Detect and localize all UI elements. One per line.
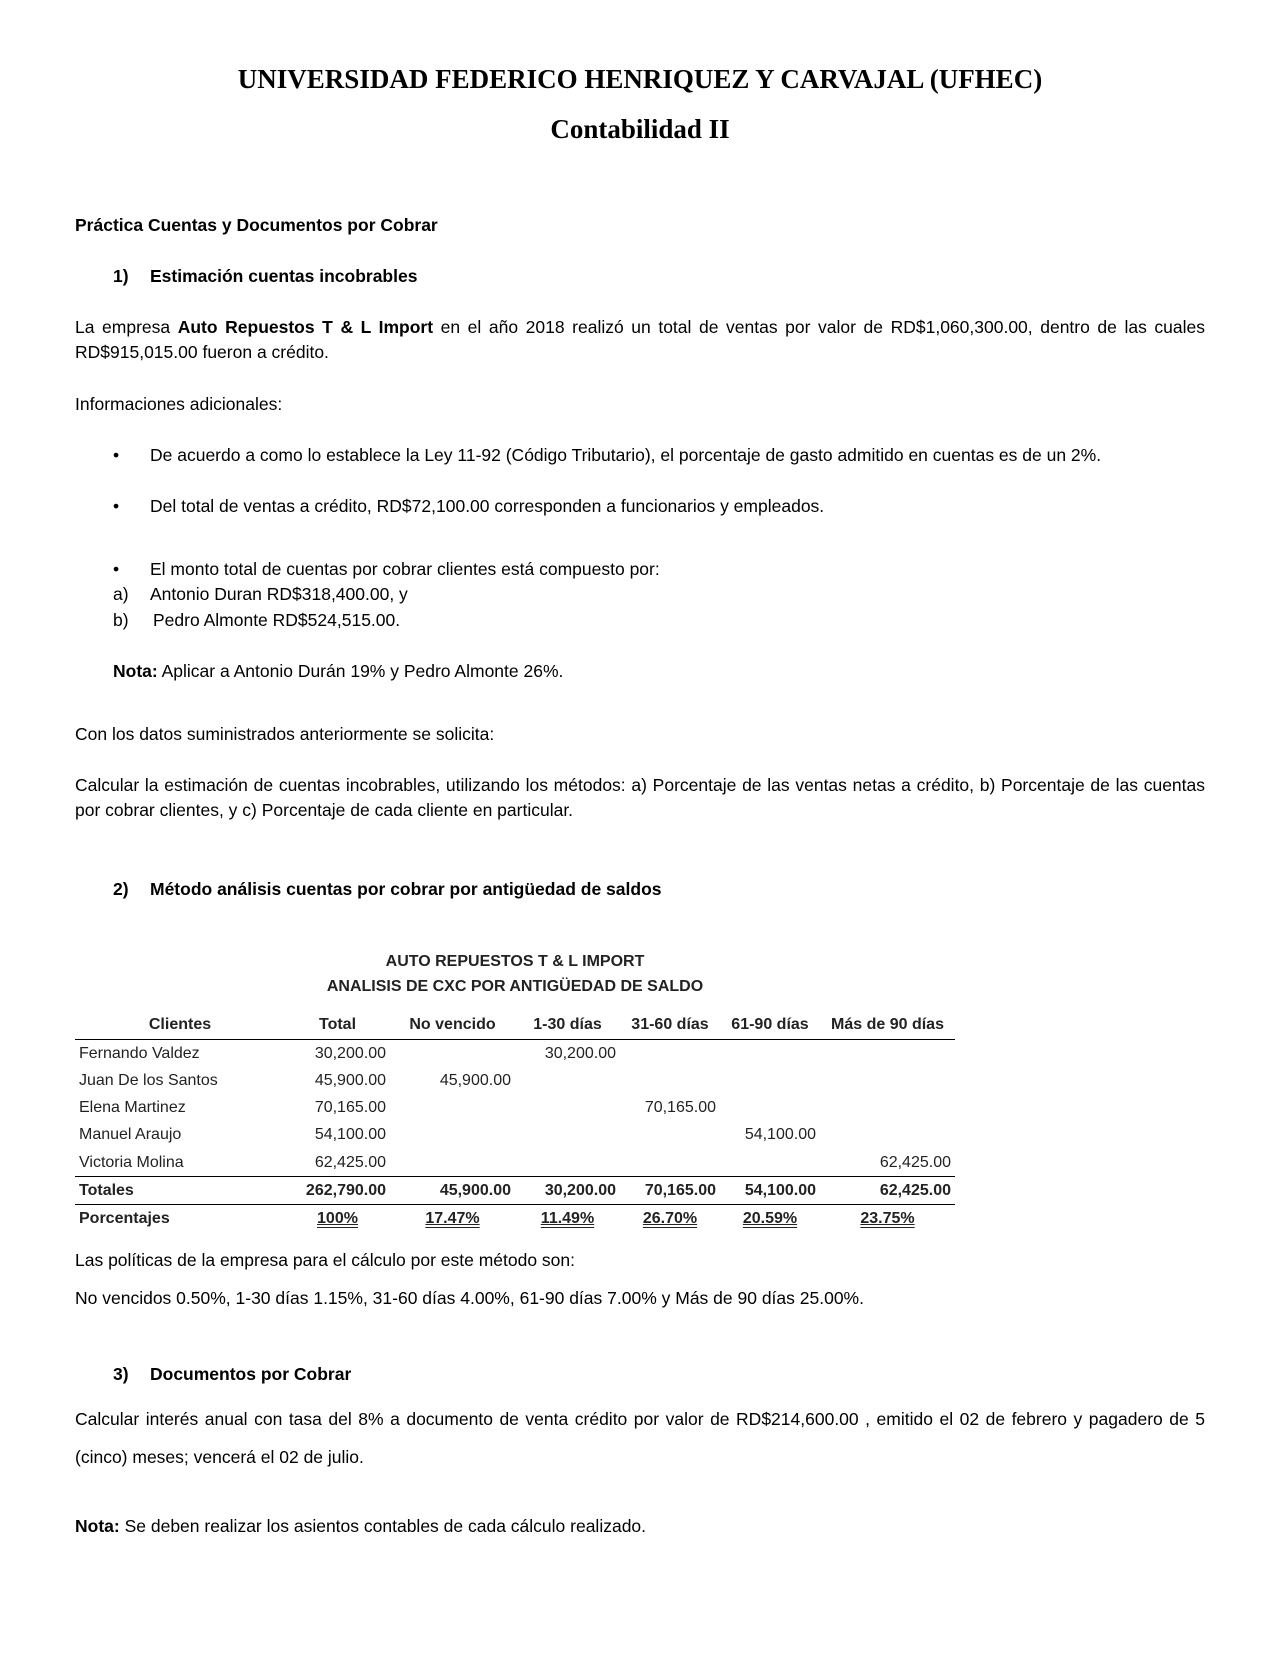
section1-note: Nota: Aplicar a Antonio Durán 19% y Pedro Almonte 26%. — [113, 661, 564, 681]
bullet-item: De acuerdo a como lo establece la Ley 11-92 (Código Tributario), el porcentaje de gasto admitido en cuentas es de un 2%. — [150, 445, 1102, 465]
practice-title: Práctica Cuentas y Documentos por Cobrar — [75, 215, 438, 235]
section1-paragraph: La empresa Auto Repuestos T & L Import en el año 2018 realizó un total de ventas por valor de RD$1,060,300.00, dentro de las cuales RD$915,015.00 fueron a crédito. — [75, 317, 1205, 363]
table-row: Victoria Molina 62,425.00 62,425.00 — [79, 1153, 951, 1171]
column-header: 31-60 días — [620, 1010, 720, 1040]
bullet-item: El monto total de cuentas por cobrar clientes está compuesto por: — [150, 559, 660, 579]
aging-table-block — [75, 950, 955, 1232]
table-row: Fernando Valdez 30,200.00 30,200.00 — [79, 1044, 616, 1062]
totals-row: Totales 262,790.00 45,900.00 30,200.00 70,165.00 54,100.00 62,425.00 — [75, 1176, 955, 1204]
final-note: Nota: Se deben realizar los asientos contables de cada cálculo realizado. — [75, 1516, 647, 1536]
column-header: Total — [285, 1010, 390, 1040]
policies-intro: Las políticas de la empresa para el cálculo por este método son: — [75, 1250, 576, 1270]
section2-heading: Método análisis cuentas por cobrar por antigüedad de saldos — [150, 879, 662, 899]
table-row: Juan De los Santos 45,900.00 45,900.00 — [79, 1071, 511, 1089]
course-title: Contabilidad II — [550, 114, 730, 144]
column-header: Clientes — [75, 1010, 285, 1040]
table-row: Elena Martinez 70,165.00 70,165.00 — [79, 1099, 716, 1117]
policies-text: No vencidos 0.50%, 1-30 días 1.15%, 31-60 días 4.00%, 61-90 días 7.00% y Más de 90 días 25.00%. — [75, 1288, 864, 1308]
sub-item-marker: a) — [113, 584, 129, 604]
table-title: AUTO REPUESTOS T & L IMPORT — [385, 953, 645, 970]
column-header: 1-30 días — [515, 1010, 620, 1040]
sub-item: Antonio Duran RD$318,400.00, y — [150, 584, 408, 604]
task-text: Calcular la estimación de cuentas incobrables, utilizando los métodos: a) Porcentaje de las ventas netas a crédito, b) Porcentaje de las cuentas por cobrar clientes, y c) Porcentaje de cada cliente en particular. — [75, 775, 1205, 821]
bullet-icon: • — [113, 559, 120, 579]
company-name: Auto Repuestos T & L Import — [177, 317, 434, 337]
table-row: Manuel Araujo 54,100.00 54,100.00 — [79, 1126, 816, 1144]
aging-table — [75, 1010, 955, 1233]
additional-info-label: Informaciones adicionales: — [75, 394, 283, 414]
section2-number: 2) — [113, 879, 129, 899]
table-header-row — [75, 1010, 955, 1040]
bullet-icon: • — [113, 496, 120, 516]
percentages-row: Porcentajes 100% 17.47% 11.49% 26.70% 20.59% 23.75% — [79, 1209, 915, 1227]
column-header: No vencido — [390, 1010, 515, 1040]
section3-heading: Documentos por Cobrar — [150, 1364, 352, 1384]
request-text: Con los datos suministrados anteriormente se solicita: — [75, 724, 495, 744]
sub-item: Pedro Almonte RD$524,515.00. — [153, 610, 401, 630]
university-title: UNIVERSIDAD FEDERICO HENRIQUEZ Y CARVAJAL (UFHEC) — [237, 64, 1043, 94]
table-subtitle: ANALISIS DE CXC POR ANTIGÜEDAD DE SALDO — [326, 977, 704, 995]
section3-number: 3) — [113, 1364, 129, 1384]
sub-item-marker: b) — [113, 610, 129, 630]
section1-heading: Estimación cuentas incobrables — [150, 266, 418, 286]
column-header: Más de 90 días — [820, 1010, 955, 1040]
section3-text: Calcular interés anual con tasa del 8% a documento de venta crédito por valor de RD$214,600.00 , emitido el 02 de febrero y pagadero de 5 (cinco) meses; vencerá el 02 de julio. — [75, 1409, 1205, 1467]
section1-number: 1) — [113, 266, 129, 286]
column-header: 61-90 días — [720, 1010, 820, 1040]
bullet-item: Del total de ventas a crédito, RD$72,100.00 corresponden a funcionarios y empleados. — [150, 496, 825, 516]
bullet-icon: • — [113, 445, 120, 465]
